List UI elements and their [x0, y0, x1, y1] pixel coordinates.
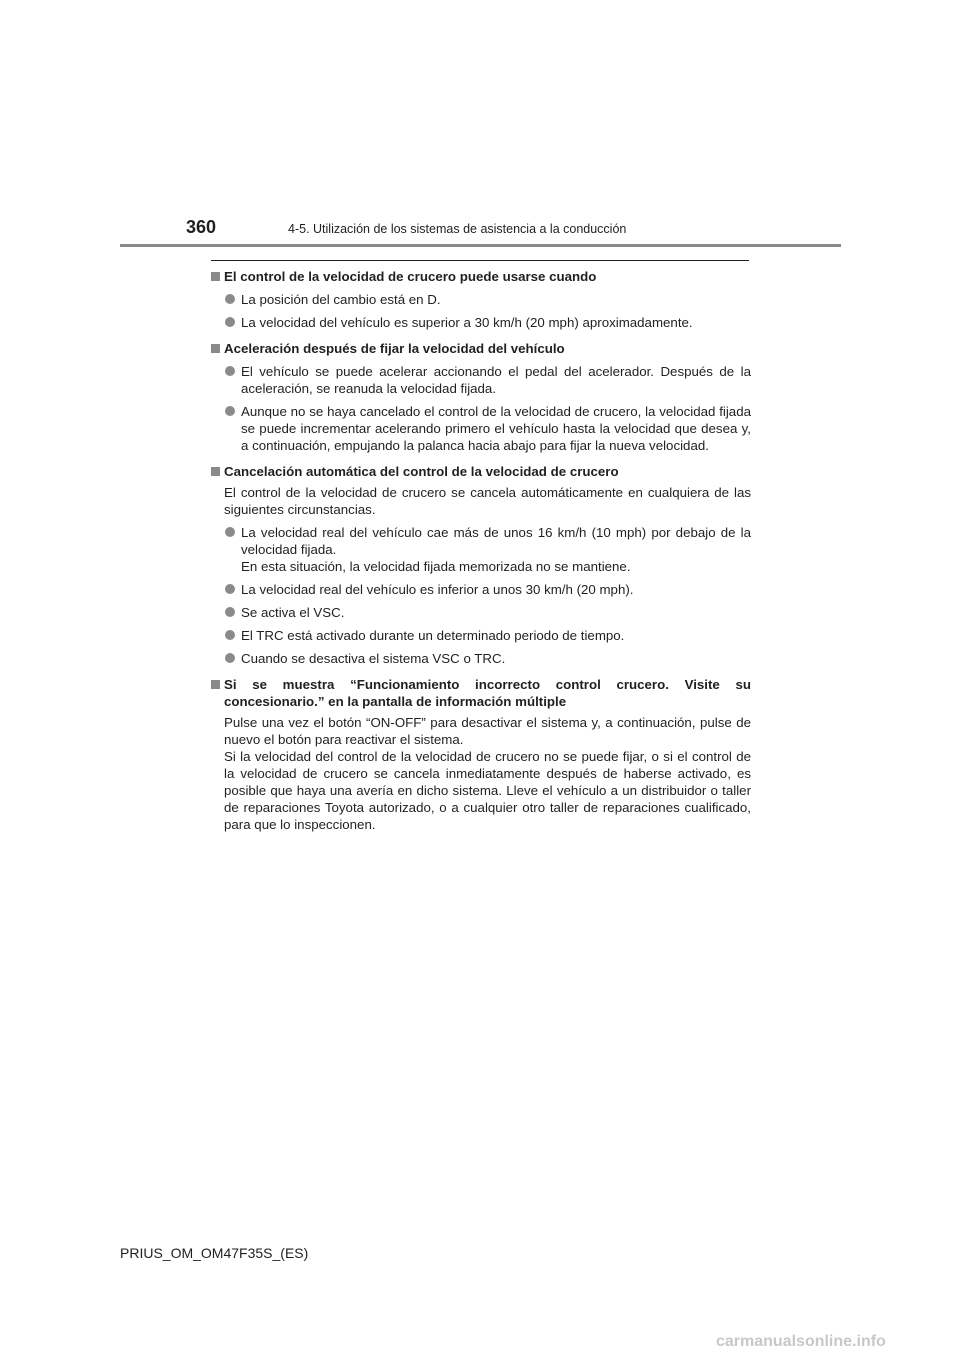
list-item-text: Aunque no se haya cancelado el control de la velocidad de crucero, la velocidad fijada se puede incrementar acelerando primero el vehículo hasta la velocidad que desea y, a continuación, empujando la palanca hacia abajo para fijar la nueva velocidad. — [241, 404, 751, 453]
section-paragraph: Si la velocidad del control de la velocidad de crucero no se puede fijar, o si el control de la velocidad de crucero se cancela inmediatamente después de haberse activado, es posible que haya una avería en dicho sistema. Lleve el vehículo a un distribuidor o taller de reparaciones Toyota autorizado, o a cualquier otro taller de reparaciones cualificado, para que lo inspeccionen. — [224, 749, 751, 832]
page-number: 360 — [186, 217, 217, 237]
section — [211, 268, 751, 331]
round-bullet-icon — [225, 630, 235, 640]
square-bullet-icon — [211, 680, 220, 689]
list-item — [211, 363, 751, 397]
square-bullet-icon — [211, 467, 220, 476]
list-item-text: El vehículo se puede acelerar accionando el pedal del acelerador. Después de la aceleración, se reanuda la velocidad fijada. — [241, 364, 751, 396]
section-paragraph: Pulse una vez el botón “ON-OFF” para desactivar el sistema y, a continuación, pulse de nuevo el botón para reactivar el sistema. — [224, 715, 751, 747]
section-heading — [211, 340, 751, 357]
list-item — [211, 524, 751, 575]
section-heading — [211, 676, 751, 710]
square-bullet-icon — [211, 272, 220, 281]
list-item — [211, 627, 751, 644]
section-heading-text: Cancelación automática del control de la velocidad de crucero — [224, 464, 619, 479]
round-bullet-icon — [225, 317, 235, 327]
section-heading — [211, 268, 751, 285]
list-item — [211, 291, 751, 308]
section-paragraph: El control de la velocidad de crucero se cancela automáticamente en cualquiera de las siguientes circunstancias. — [224, 485, 751, 517]
round-bullet-icon — [225, 584, 235, 594]
round-bullet-icon — [225, 406, 235, 416]
round-bullet-icon — [225, 607, 235, 617]
list-item — [211, 314, 751, 331]
section-divider — [211, 260, 749, 261]
list-item-text: Se activa el VSC. — [241, 605, 345, 620]
list-item-text: La velocidad real del vehículo es inferior a unos 30 km/h (20 mph). — [241, 582, 634, 597]
list-item-text: La velocidad del vehículo es superior a 30 km/h (20 mph) aproximadamente. — [241, 315, 693, 330]
section — [211, 340, 751, 454]
list-item-text: Cuando se desactiva el sistema VSC o TRC. — [241, 651, 506, 666]
watermark: carmanualsonline.info — [716, 1333, 886, 1350]
list-item — [211, 403, 751, 454]
list-item-text: En esta situación, la velocidad fijada memorizada no se mantiene. — [241, 559, 631, 574]
section-heading-text: El control de la velocidad de crucero puede usarse cuando — [224, 269, 597, 284]
list-item — [211, 604, 751, 621]
header-divider — [120, 244, 841, 247]
page-content — [211, 266, 751, 833]
list-item-text: La posición del cambio está en D. — [241, 292, 441, 307]
section — [211, 676, 751, 833]
round-bullet-icon — [225, 366, 235, 376]
round-bullet-icon — [225, 653, 235, 663]
list-item-text: La velocidad real del vehículo cae más de unos 16 km/h (10 mph) por debajo de la velocidad fijada. — [241, 525, 751, 557]
section — [211, 463, 751, 667]
square-bullet-icon — [211, 344, 220, 353]
document-code: PRIUS_OM_OM47F35S_(ES) — [120, 1245, 309, 1261]
chapter-title: 4-5. Utilización de los sistemas de asistencia a la conducción — [288, 222, 627, 236]
list-item — [211, 581, 751, 598]
round-bullet-icon — [225, 294, 235, 304]
list-item-text: El TRC está activado durante un determinado periodo de tiempo. — [241, 628, 625, 643]
list-item — [211, 650, 751, 667]
round-bullet-icon — [225, 527, 235, 537]
section-heading-text: Si se muestra “Funcionamiento incorrecto control crucero. Visite su concesionario.” en la pantalla de información múltiple — [224, 677, 751, 709]
section-heading — [211, 463, 751, 480]
section-heading-text: Aceleración después de fijar la velocidad del vehículo — [224, 341, 565, 356]
